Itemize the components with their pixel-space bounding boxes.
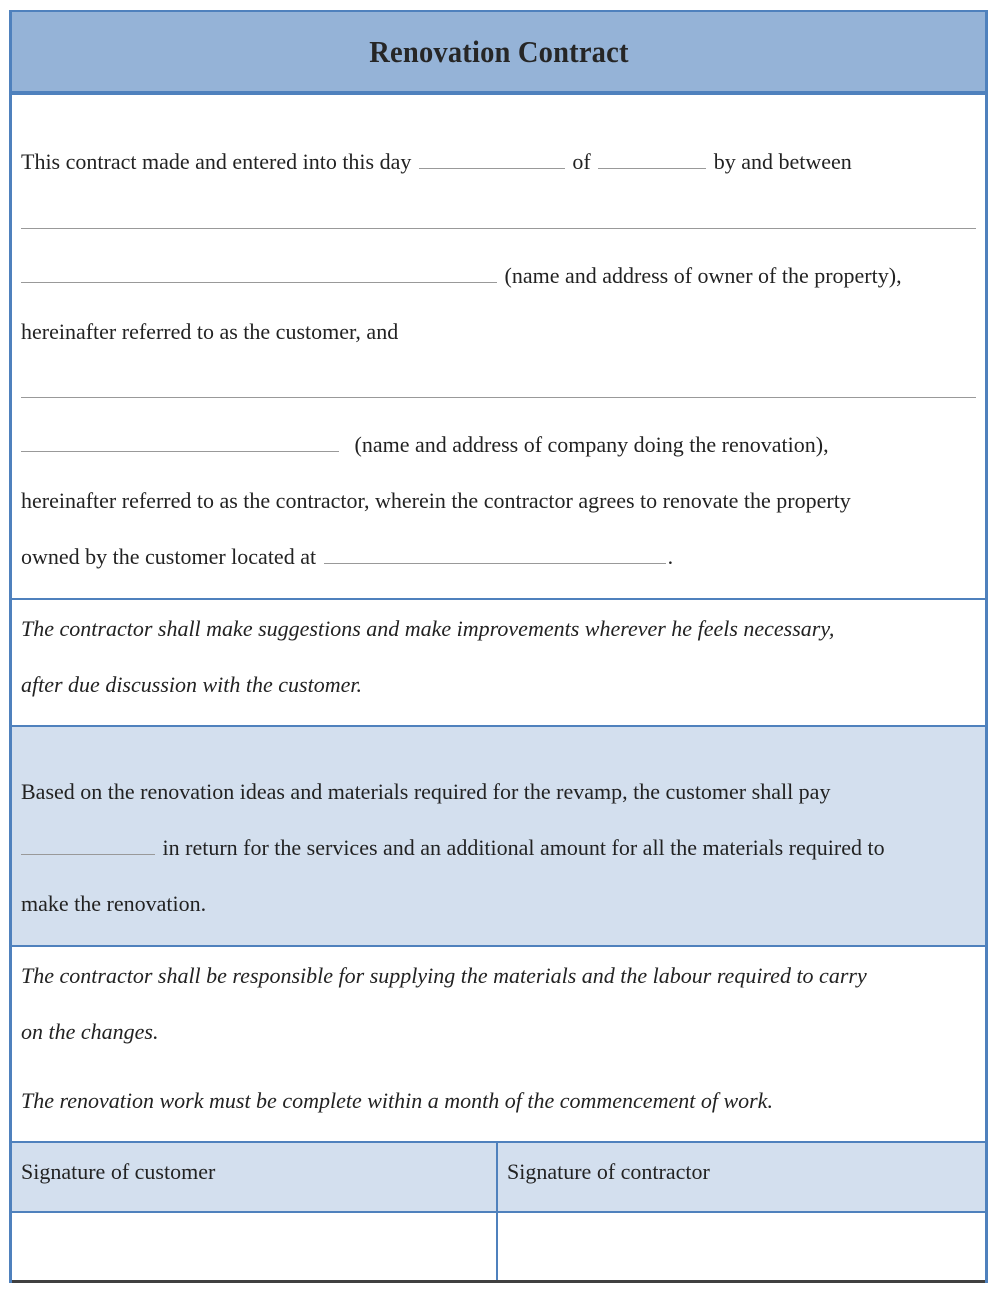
company-line [21,434,829,456]
payment-section [12,727,985,947]
intro-text: This contract made and entered into this day [21,149,412,174]
property-location-field[interactable] [324,563,666,564]
customer-signature-header [12,1143,498,1211]
suggestions-line-2: after due discussion with the customer. [21,672,362,697]
contractor-signature-field[interactable] [498,1213,985,1280]
contractor-signature-label: Signature of contractor [507,1159,710,1184]
completion-term: The renovation work must be complete within a month of the commencement of work. [21,1088,773,1113]
customer-signature-field[interactable] [12,1213,498,1280]
responsibility-line-1: The contractor shall be responsible for supplying the materials and the labour required to carry [21,963,867,988]
document-title: Renovation Contract [368,33,629,69]
month-field[interactable] [598,168,706,169]
suggestions-line-1: The contractor shall make suggestions and make improvements wherever he feels necessary, [21,616,835,641]
company-name-field-line[interactable] [21,397,976,398]
company-address-field[interactable] [21,451,339,452]
responsibility-line-2: on the changes. [21,1019,159,1044]
location-text: owned by the customer located at [21,544,317,569]
suggestions-section [12,600,985,727]
parties-section [12,95,985,600]
customer-definition: hereinafter referred to as the customer, and [21,319,399,344]
owner-label: (name and address of owner of the property), [504,263,902,288]
payment-line-2 [21,837,885,859]
company-label: (name and address of company doing the renovation), [354,432,829,457]
contractor-definition: hereinafter referred to as the contractor, wherein the contractor agrees to renovate the property [21,488,851,513]
day-field[interactable] [419,168,565,169]
customer-signature-label: Signature of customer [21,1159,216,1184]
owner-line [21,265,902,287]
payment-text: in return for the services and an additional amount for all the materials required to [162,835,885,860]
by-and-between-text: by and between [713,149,852,174]
contractor-signature-header [498,1143,985,1211]
owner-address-field[interactable] [21,282,497,283]
location-line [21,546,673,568]
signature-header-row [12,1143,985,1213]
period: . [667,544,674,569]
contract-document [9,10,988,1283]
signature-row [12,1213,985,1283]
owner-name-field-line[interactable] [21,228,976,229]
payment-line-3: make the renovation. [21,891,207,916]
document-header [12,12,985,95]
responsibility-section [12,947,985,1143]
contract-date-line [21,151,852,173]
payment-amount-field[interactable] [21,854,155,855]
of-text: of [572,149,591,174]
payment-line-1: Based on the renovation ideas and materials required for the revamp, the customer shall pay [21,779,831,804]
